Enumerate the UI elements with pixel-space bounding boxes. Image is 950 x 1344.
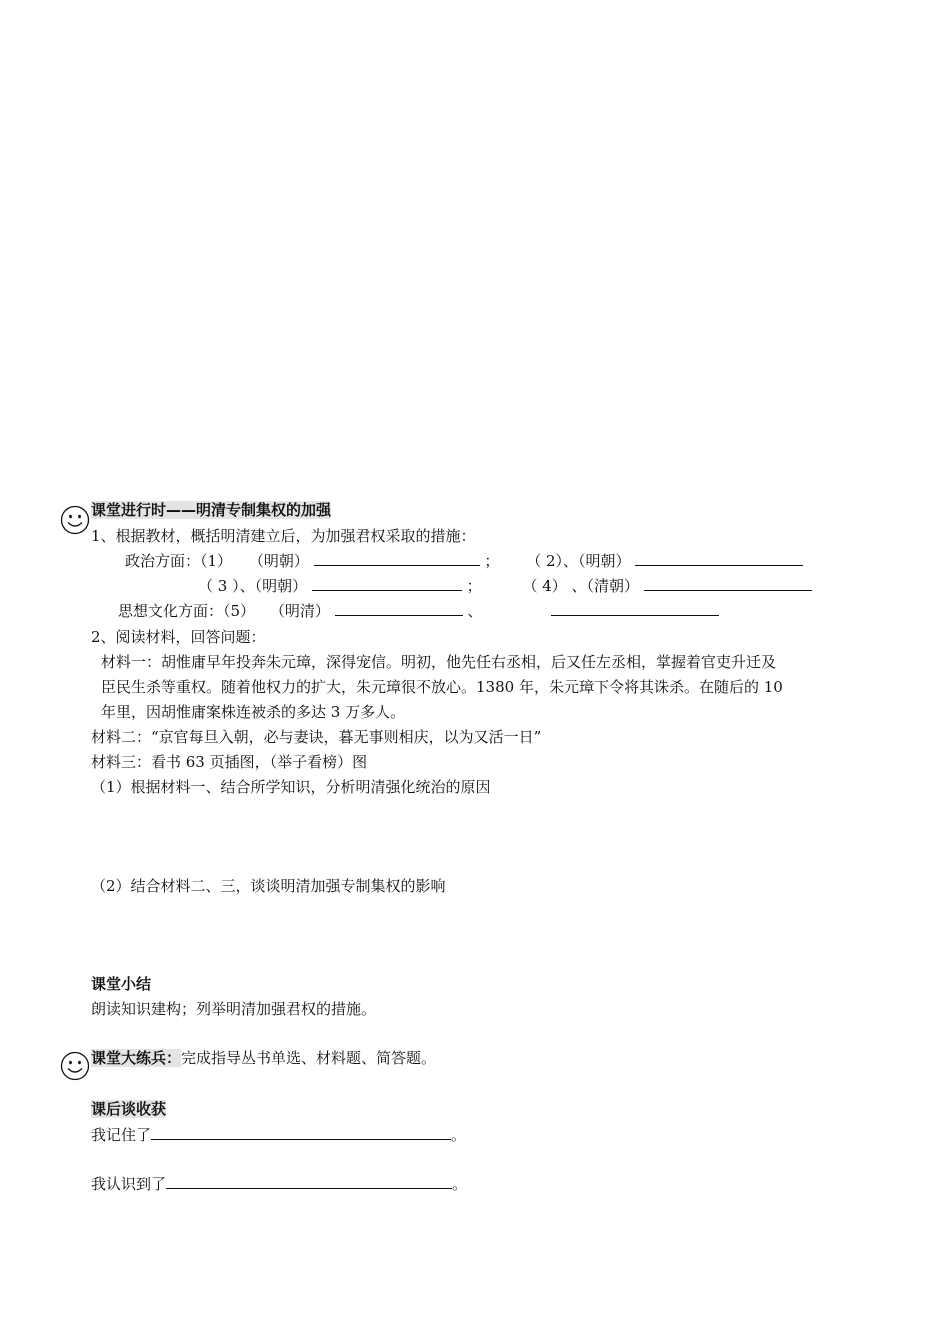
summary-title: 课堂小结 — [91, 975, 152, 993]
material-3: 材料三：看书 63 页插图，（举子看榜）图 — [91, 753, 368, 771]
smiley-face-icon — [60, 505, 90, 535]
answer-blank-5b[interactable] — [551, 601, 719, 616]
sub-question-1: （1）根据材料一、结合所学知识，分析明清强化统治的原因 — [91, 778, 491, 796]
section-title: 课堂进行时——明清专制集权的加强 — [91, 501, 332, 519]
answer-blank-5a[interactable] — [335, 601, 463, 616]
smiley-face-icon — [60, 1051, 90, 1081]
item4-label: （ 4） 、（清朝） — [522, 577, 640, 595]
sub-question-2: （2）结合材料二、三，谈谈明清加强专制集权的影响 — [91, 877, 446, 895]
material-2: 材料二：“京官每旦入朝，必与妻诀，暮无事则相庆，以为又活一日” — [91, 728, 542, 746]
political-label: 政治方面：（1） — [125, 552, 233, 570]
political-line-2: （ 3 ）、（明朝） ； （ 4） 、（清朝） — [198, 576, 812, 596]
item1-era: （明朝） — [248, 552, 309, 570]
culture-era: （明清） — [269, 602, 330, 620]
answer-blank-3[interactable] — [312, 576, 462, 591]
reflection-title: 课后谈收获 — [91, 1100, 167, 1118]
question-2: 2、阅读材料，回答问题： — [91, 628, 266, 646]
practice-line — [91, 1048, 436, 1068]
material-1-line-2: 臣民生杀等重权。随着他权力的扩大，朱元璋很不放心。1380 年，朱元璋下令将其诛杀。在随后的 10 — [101, 678, 783, 696]
reflection-blank-2[interactable] — [166, 1174, 452, 1189]
item2-label: （ 2）、（明朝） — [526, 552, 631, 570]
reflection-blank-1[interactable] — [151, 1125, 451, 1140]
answer-blank-1[interactable] — [314, 551, 480, 566]
practice-title: 课堂大练兵： — [91, 1049, 182, 1067]
material-1-line-1: 材料一：胡惟庸早年投奔朱元璋，深得宠信。明初，他先任右丞相，后又任左丞相，掌握着官吏升迁及 — [101, 653, 777, 671]
practice-text: 完成指导丛书单选、材料题、简答题。 — [181, 1049, 437, 1067]
culture-line: 思想文化方面：（5） （明清） 、 — [118, 601, 719, 621]
question-1: 1、根据教材，概括明清建立后，为加强君权采取的措施： — [91, 527, 476, 545]
material-1-line-3: 年里，因胡惟庸案株连被杀的多达 3 万多人。 — [101, 703, 406, 721]
item3-label: （ 3 ）、（明朝） — [198, 577, 308, 595]
reflection-line-1: 我记住了 。 — [91, 1126, 467, 1144]
reflection-line-2: 我认识到了 。 — [91, 1175, 468, 1193]
answer-blank-2[interactable] — [635, 551, 803, 566]
answer-blank-4[interactable] — [644, 576, 812, 591]
political-line-1: 政治方面：（1） （明朝） ； （ 2）、（明朝） — [125, 551, 803, 571]
summary-text: 朗读知识建构；列举明清加强君权的措施。 — [91, 1000, 377, 1018]
culture-label: 思想文化方面：（5） — [118, 602, 256, 620]
